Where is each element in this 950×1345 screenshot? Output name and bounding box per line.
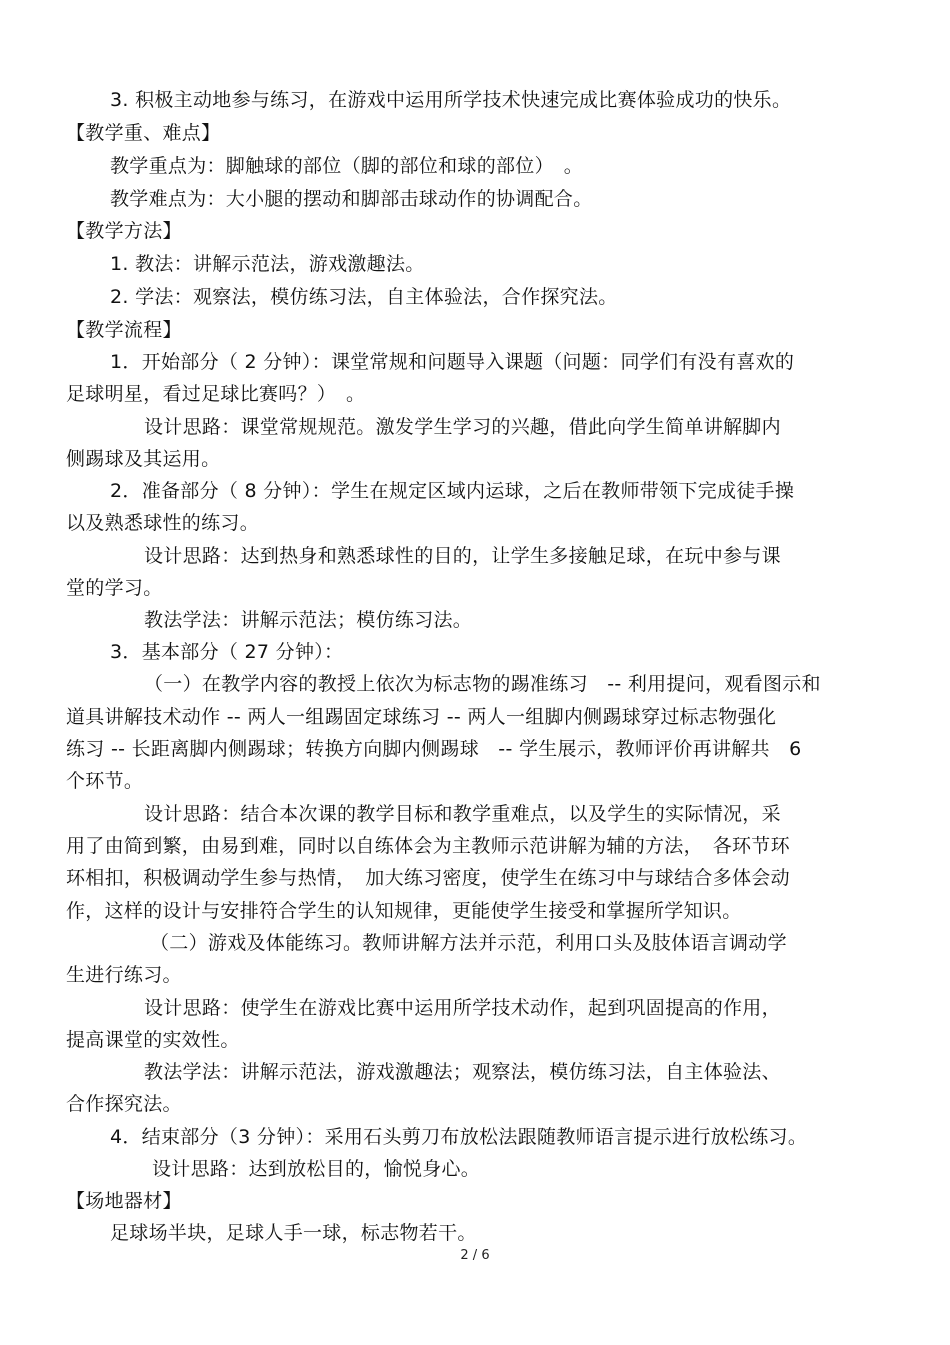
teaching-method-2: 教法学法：讲解示范法；模仿练习法。: [144, 609, 473, 631]
part-3-sub-1-cont-b: 练习 -- 长距离脚内侧踢球；转换方向脚内侧踢球 -- 学生展示，教师评价再讲解共 6: [66, 738, 802, 760]
part-3-sub-1-cont-a: 道具讲解技术动作 -- 两人一组踢固定球练习 -- 两人一组脚内侧踢球穿过标志物强化: [66, 706, 777, 728]
equipment-line: 足球场半块，足球人手一球，标志物若干。: [110, 1222, 477, 1244]
teaching-method-3-cont: 合作探究法。: [66, 1093, 182, 1115]
difficulty-line: 教学难点为：大小腿的摆动和脚部击球动作的协调配合。: [110, 188, 593, 210]
part-3-sub-1-cont-c: 个环节。: [66, 770, 144, 792]
design-idea-3-cont-b: 环相扣，积极调动学生参与热情， 加大练习密度，使学生在练习中与球结合多体会动: [66, 867, 790, 889]
page-number: 2 / 6: [460, 1248, 490, 1263]
process-part-4: 4．结束部分（3 分钟）：采用石头剪刀布放松法跟随教师语言提示进行放松练习。: [110, 1126, 808, 1148]
design-idea-4: 设计思路：使学生在游戏比赛中运用所学技术动作，起到巩固提高的作用，: [144, 997, 781, 1019]
design-idea-1-cont: 侧踢球及其运用。: [66, 448, 221, 470]
section-heading-equipment: 【场地器材】: [66, 1190, 182, 1212]
process-part-1: 1．开始部分（ 2 分钟）：课堂常规和问题导入课题（问题：同学们有没有喜欢的: [110, 351, 795, 373]
section-heading-key-points: 【教学重、难点】: [66, 122, 221, 144]
method-line-2: 2. 学法：观察法，模仿练习法，自主体验法，合作探究法。: [110, 286, 618, 308]
part-3-sub-1: （一）在教学内容的教授上依次为标志物的踢准练习 -- 利用提问，观看图示和: [144, 673, 821, 695]
part-3-sub-2: （二）游戏及体能练习。教师讲解方法并示范，利用口头及肢体语言调动学: [150, 932, 787, 954]
design-idea-3-cont-a: 用了由简到繁，由易到难，同时以自练体会为主教师示范讲解为辅的方法， 各环节环: [66, 835, 790, 857]
key-point-line: 教学重点为：脚触球的部位（脚的部位和球的部位） 。: [110, 155, 584, 177]
method-line-1: 1. 教法：讲解示范法，游戏激趣法。: [110, 253, 425, 275]
process-part-2-cont: 以及熟悉球性的练习。: [66, 512, 260, 534]
part-3-sub-2-cont: 生进行练习。: [66, 964, 182, 986]
design-idea-2-cont: 堂的学习。: [66, 577, 163, 599]
process-part-1-cont: 足球明星，看过足球比赛吗？） 。: [66, 383, 366, 405]
teaching-method-3: 教法学法：讲解示范法，游戏激趣法；观察法，模仿练习法，自主体验法、: [144, 1061, 781, 1083]
objective-line-3: 3. 积极主动地参与练习，在游戏中运用所学技术快速完成比赛体验成功的快乐。: [110, 89, 792, 111]
section-heading-process: 【教学流程】: [66, 319, 182, 341]
design-idea-5: 设计思路：达到放松目的，愉悦身心。: [152, 1158, 481, 1180]
design-idea-3: 设计思路：结合本次课的教学目标和教学重难点，以及学生的实际情况，采: [144, 803, 781, 825]
design-idea-1: 设计思路：课堂常规规范。激发学生学习的兴趣，借此向学生简单讲解脚内: [144, 416, 781, 438]
design-idea-3-cont-c: 作，这样的设计与安排符合学生的认知规律，更能使学生接受和掌握所学知识。: [66, 900, 742, 922]
design-idea-4-cont: 提高课堂的实效性。: [66, 1029, 240, 1051]
process-part-3: 3．基本部分（ 27 分钟）：: [110, 641, 344, 663]
design-idea-2: 设计思路：达到热身和熟悉球性的目的，让学生多接触足球，在玩中参与课: [144, 545, 781, 567]
section-heading-methods: 【教学方法】: [66, 220, 182, 242]
process-part-2: 2．准备部分（ 8 分钟）：学生在规定区域内运球，之后在教师带领下完成徒手操: [110, 480, 795, 502]
